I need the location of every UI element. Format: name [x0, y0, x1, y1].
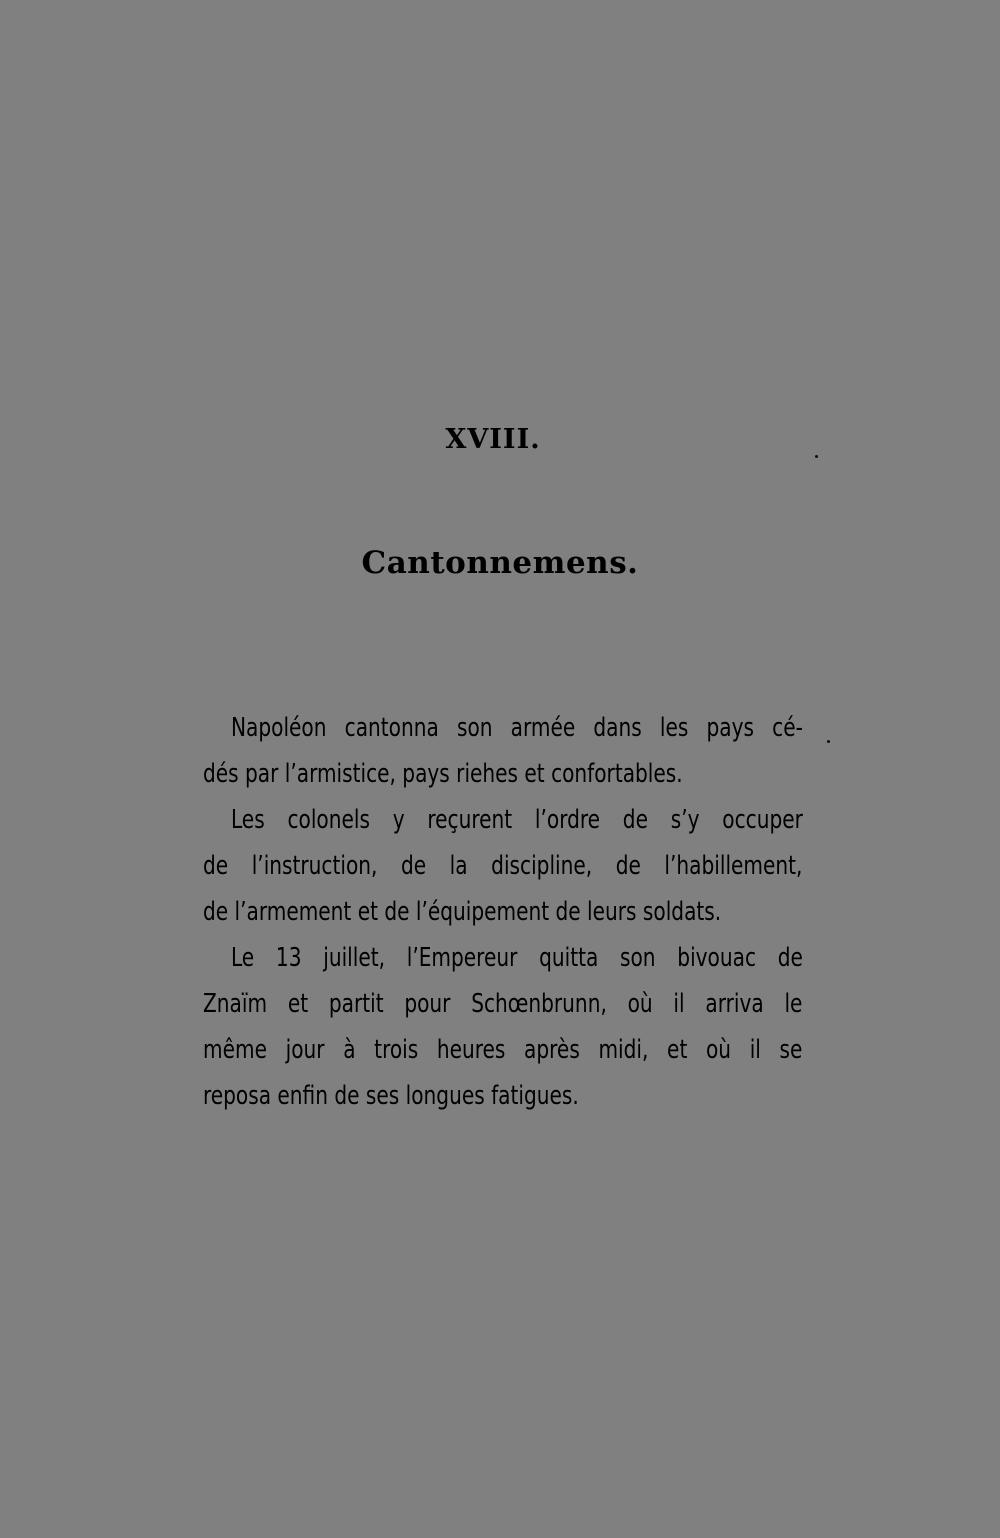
body-line: Les colonels y reçurent l’ordre de s’y occuper — [231, 805, 803, 835]
body-line: Napoléon cantonna son armée dans les pays cé- — [231, 713, 803, 743]
chapter-number: XVIII. — [445, 424, 541, 455]
body-line: même jour à trois heures après midi, et où il se — [203, 1035, 803, 1065]
body-line: Le 13 juillet, l’Empereur quitta son bivouac de — [231, 943, 803, 973]
scan-speck — [827, 740, 830, 743]
body-line: de l’instruction, de la discipline, de l’habillement, — [203, 851, 803, 881]
body-line: reposa enfin de ses longues fatigues. — [203, 1081, 579, 1111]
body-line: de l’armement et de l’équipement de leurs soldats. — [203, 897, 722, 927]
body-text — [203, 705, 803, 1119]
body-line: Znaïm et partit pour Schœnbrunn, où il arriva le — [203, 989, 803, 1019]
body-line: dés par l’armistice, pays riehes et confortables. — [203, 759, 683, 789]
chapter-title: Cantonnemens. — [361, 545, 639, 581]
scan-speck — [815, 455, 818, 458]
